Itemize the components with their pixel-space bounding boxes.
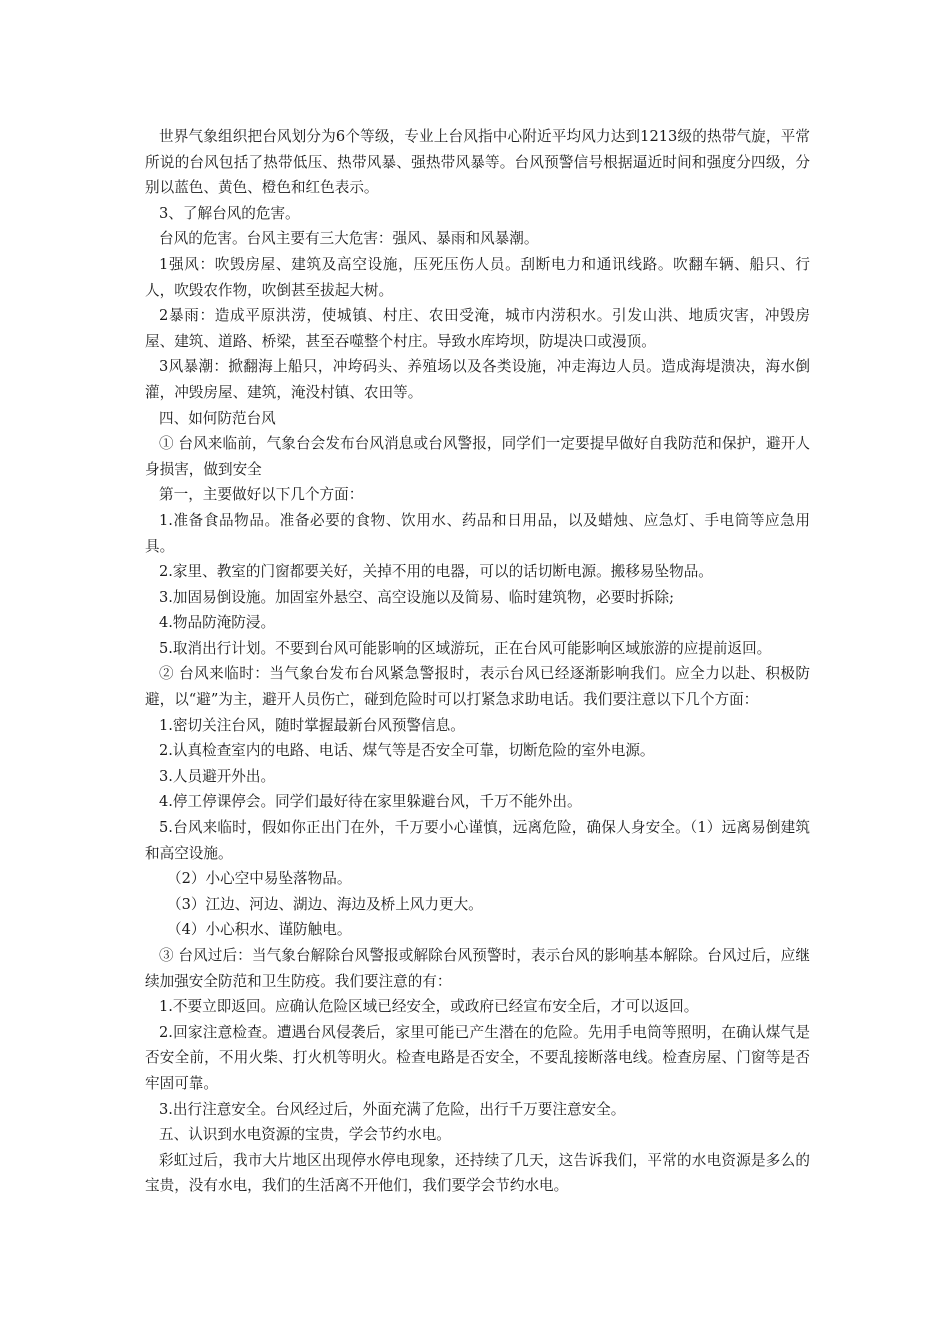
list-item-reinforce-facilities: 3.加固易倒设施。加固室外悬空、高空设施以及简易、临时建筑物，必要时拆除; <box>159 588 675 606</box>
paragraph-save-water-electricity: 彩虹过后，我市大片地区出现停水停电现象，还持续了几天，这告诉我们，平常的水电资源是多么的宝贵，没有水电，我们的生活离不开他们，我们要学会节约水电。 <box>145 1151 810 1195</box>
document-body <box>145 124 810 1199</box>
list-item-if-outside: 5.台风来临时，假如你正出门在外，千万要小心谨慎，远离危险，确保人身安全。（1）远离易倒建筑和高空设施。 <box>145 819 810 862</box>
list-item-travel-safety: 3.出行注意安全。台风经过后，外面充满了危险，出行千万要注意安全。 <box>159 1100 626 1118</box>
paragraph-hazards-intro: 台风的危害。台风主要有三大危害：强风、暴雨和风暴潮。 <box>159 230 539 248</box>
list-item-prepare-supplies: 1.准备食品物品。准备必要的食物、饮用水、药品和日用品，以及蜡烛、应急灯、手电筒等应急用具。 <box>145 511 810 555</box>
paragraph-typhoon-levels: 世界气象组织把台风划分为6个等级，专业上台风指中心附近平均风力达到1213级的热带气旋，平常所说的台风包括了热带低压、热带风暴、强热带风暴等。台风预警信号根据逼近时间和强度分四级，分别以蓝色、黄色、橙色和红色表示。 <box>145 128 810 197</box>
paragraph-after-typhoon: ③ 台风过后：当气象台解除台风警报或解除台风预警时，表示台风的影响基本解除。台风过后，应继续加强安全防范和卫生防疫。我们要注意的有： <box>145 947 810 990</box>
paragraph-before-typhoon: ① 台风来临前，气象台会发布台风消息或台风警报，同学们一定要提早做好自我防范和保护，避开人身损害，做到安全 <box>145 435 810 478</box>
paragraph-heavy-rain: 2暴雨：造成平原洪涝，使城镇、村庄、农田受淹，城市内涝积水。引发山洪、地质灾害，冲毁房屋、建筑、道路、桥梁，甚至吞噬整个村庄。导致水库垮坝，防堤决口或漫顶。 <box>145 307 810 350</box>
heading-understand-hazards: 3、了解台风的危害。 <box>159 204 300 222</box>
list-item-home-check: 2.回家注意检查。遭遇台风侵袭后，家里可能已产生潜在的危险。先用手电筒等照明，在确认煤气是否安全前，不用火柴、打火机等明火。检查电路是否安全，不要乱接断落电线。检查房屋、门窗等是否牢固可靠。 <box>145 1023 810 1092</box>
list-item-avoid-outing: 3.人员避开外出。 <box>159 767 276 785</box>
sub-item-falling-objects: （2）小心空中易坠落物品。 <box>167 870 352 888</box>
list-item-stop-work-school: 4.停工停课停会。同学们最好待在家里躲避台风，千万不能外出。 <box>159 793 582 811</box>
paragraph-storm-surge: 3风暴潮：掀翻海上船只，冲垮码头、养殖场以及各类设施，冲走海边人员。造成海堤溃决，海水倒灌，冲毁房屋、建筑，淹没村镇、农田等。 <box>145 358 810 401</box>
heading-how-to-prevent: 四、如何防范台风 <box>159 409 276 427</box>
list-item-close-windows: 2.家里、教室的门窗都要关好，关掉不用的电器，可以的话切断电源。搬移易坠物品。 <box>159 563 713 581</box>
list-item-do-not-return: 1.不要立即返回。应确认危险区域已经安全，或政府已经宣布安全后，才可以返回。 <box>159 998 699 1016</box>
list-item-check-indoor: 2.认真检查室内的电路、电话、煤气等是否安全可靠，切断危险的室外电源。 <box>159 742 655 760</box>
heading-save-resources: 五、认识到水电资源的宝贵，学会节约水电。 <box>159 1126 451 1144</box>
sub-item-waterside-wind: （3）江边、河边、湖边、海边及桥上风力更大。 <box>167 895 483 913</box>
paragraph-during-typhoon: ② 台风来临时：当气象台发布台风紧急警报时，表示台风已经逐渐影响我们。应全力以赴、积极防避，以“避”为主，避开人员伤亡，碰到危险时可以打紧急求助电话。我们要注意以下几个方面： <box>145 665 810 709</box>
paragraph-first-aspects: 第一，主要做好以下几个方面： <box>159 486 364 504</box>
list-item-flood-protection: 4.物品防淹防浸。 <box>159 614 276 632</box>
list-item-cancel-travel: 5.取消出行计划。不要到台风可能影响的区域游玩，正在台风可能影响区域旅游的应提前返回。 <box>159 639 772 657</box>
paragraph-strong-wind: 1强风：吹毁房屋、建筑及高空设施，压死压伤人员。刮断电力和通讯线路。吹翻车辆、船只、行人，吹毁农作物，吹倒甚至拔起大树。 <box>145 255 810 299</box>
list-item-follow-warnings: 1.密切关注台风，随时掌握最新台风预警信息。 <box>159 716 465 734</box>
sub-item-water-electric: （4）小心积水、谨防触电。 <box>167 921 352 939</box>
